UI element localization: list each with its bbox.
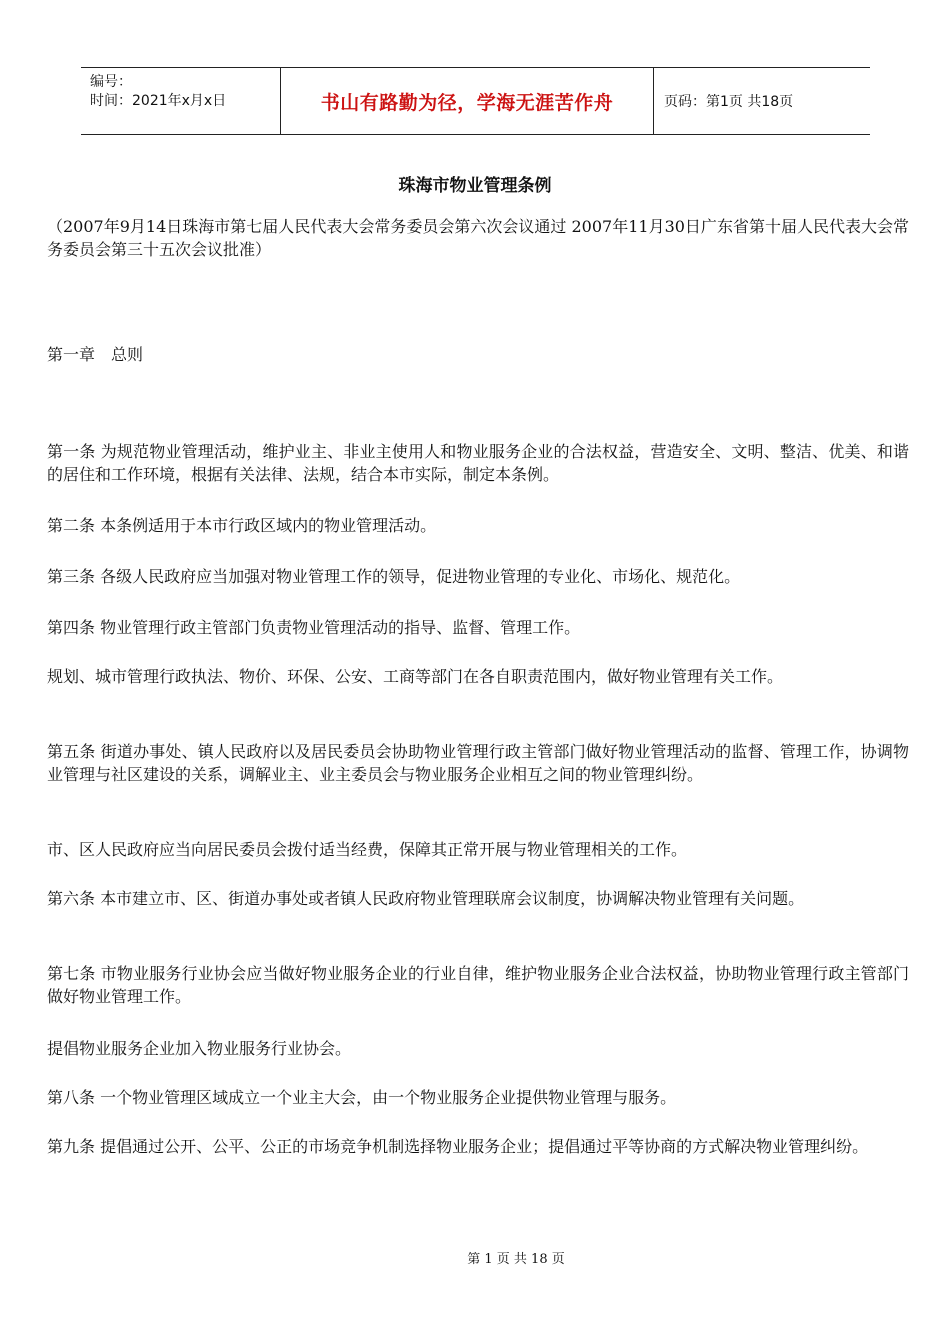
article-7: 第七条 市物业服务行业协会应当做好物业服务企业的行业自律，维护物业服务企业合法权益，协助物业管理行政主管部门做好物业管理工作。 <box>47 964 909 1006</box>
article-4-paragraph-2: 规划、城市管理行政执法、物价、环保、公安、工商等部门在各自职责范围内，做好物业管理有关工作。 <box>47 667 784 686</box>
document-time-label: 时间：2021年x月x日 <box>90 93 227 109</box>
article-9: 第九条 提倡通过公开、公平、公正的市场竞争机制选择物业服务企业；提倡通过平等协商的方式解决物业管理纠纷。 <box>47 1137 869 1156</box>
article-5-paragraph-2: 市、区人民政府应当向居民委员会拨付适当经费，保障其正常开展与物业管理相关的工作。 <box>47 840 688 859</box>
article-2: 第二条 本条例适用于本市行政区域内的物业管理活动。 <box>47 516 437 535</box>
article-8: 第八条 一个物业管理区域成立一个业主大会，由一个物业服务企业提供物业管理与服务。 <box>47 1088 677 1107</box>
article-6: 第六条 本市建立市、区、街道办事处或者镇人民政府物业管理联席会议制度，协调解决物业管理有关问题。 <box>47 889 805 908</box>
page-footer: 第 1 页 共 18 页 <box>467 1252 565 1267</box>
article-4: 第四条 物业管理行政主管部门负责物业管理活动的指导、监督、管理工作。 <box>47 618 581 637</box>
document-title: 珠海市物业管理条例 <box>398 176 552 196</box>
article-5: 第五条 街道办事处、镇人民政府以及居民委员会协助物业管理行政主管部门做好物业管理活动的监督、管理工作，协调物业管理与社区建设的关系，调解业主、业主委员会与物业服务企业相互之间的物业管理纠纷。 <box>47 742 909 784</box>
article-3: 第三条 各级人民政府应当加强对物业管理工作的领导，促进物业管理的专业化、市场化、规范化。 <box>47 567 741 586</box>
header-motto: 书山有路勤为径，学海无涯苦作舟 <box>281 68 654 134</box>
article-7-paragraph-2: 提倡物业服务企业加入物业服务行业协会。 <box>47 1039 352 1058</box>
document-preamble: （2007年9月14日珠海市第七届人民代表大会常务委员会第六次会议通过 2007年11月30日广东省第十届人民代表大会常务委员会第三十五次会议批准） <box>47 217 909 259</box>
article-1: 第一条 为规范物业管理活动，维护业主、非业主使用人和物业服务企业的合法权益，营造安全、文明、整洁、优美、和谐的居住和工作环境，根据有关法律、法规，结合本市实际，制定本条例。 <box>47 442 909 484</box>
chapter-heading: 第一章 总则 <box>47 345 144 364</box>
header-meta <box>81 68 281 134</box>
page-header <box>81 67 870 135</box>
document-number-label: 编号： <box>90 74 132 90</box>
header-page-info: 页码：第1页 共18页 <box>664 94 794 110</box>
